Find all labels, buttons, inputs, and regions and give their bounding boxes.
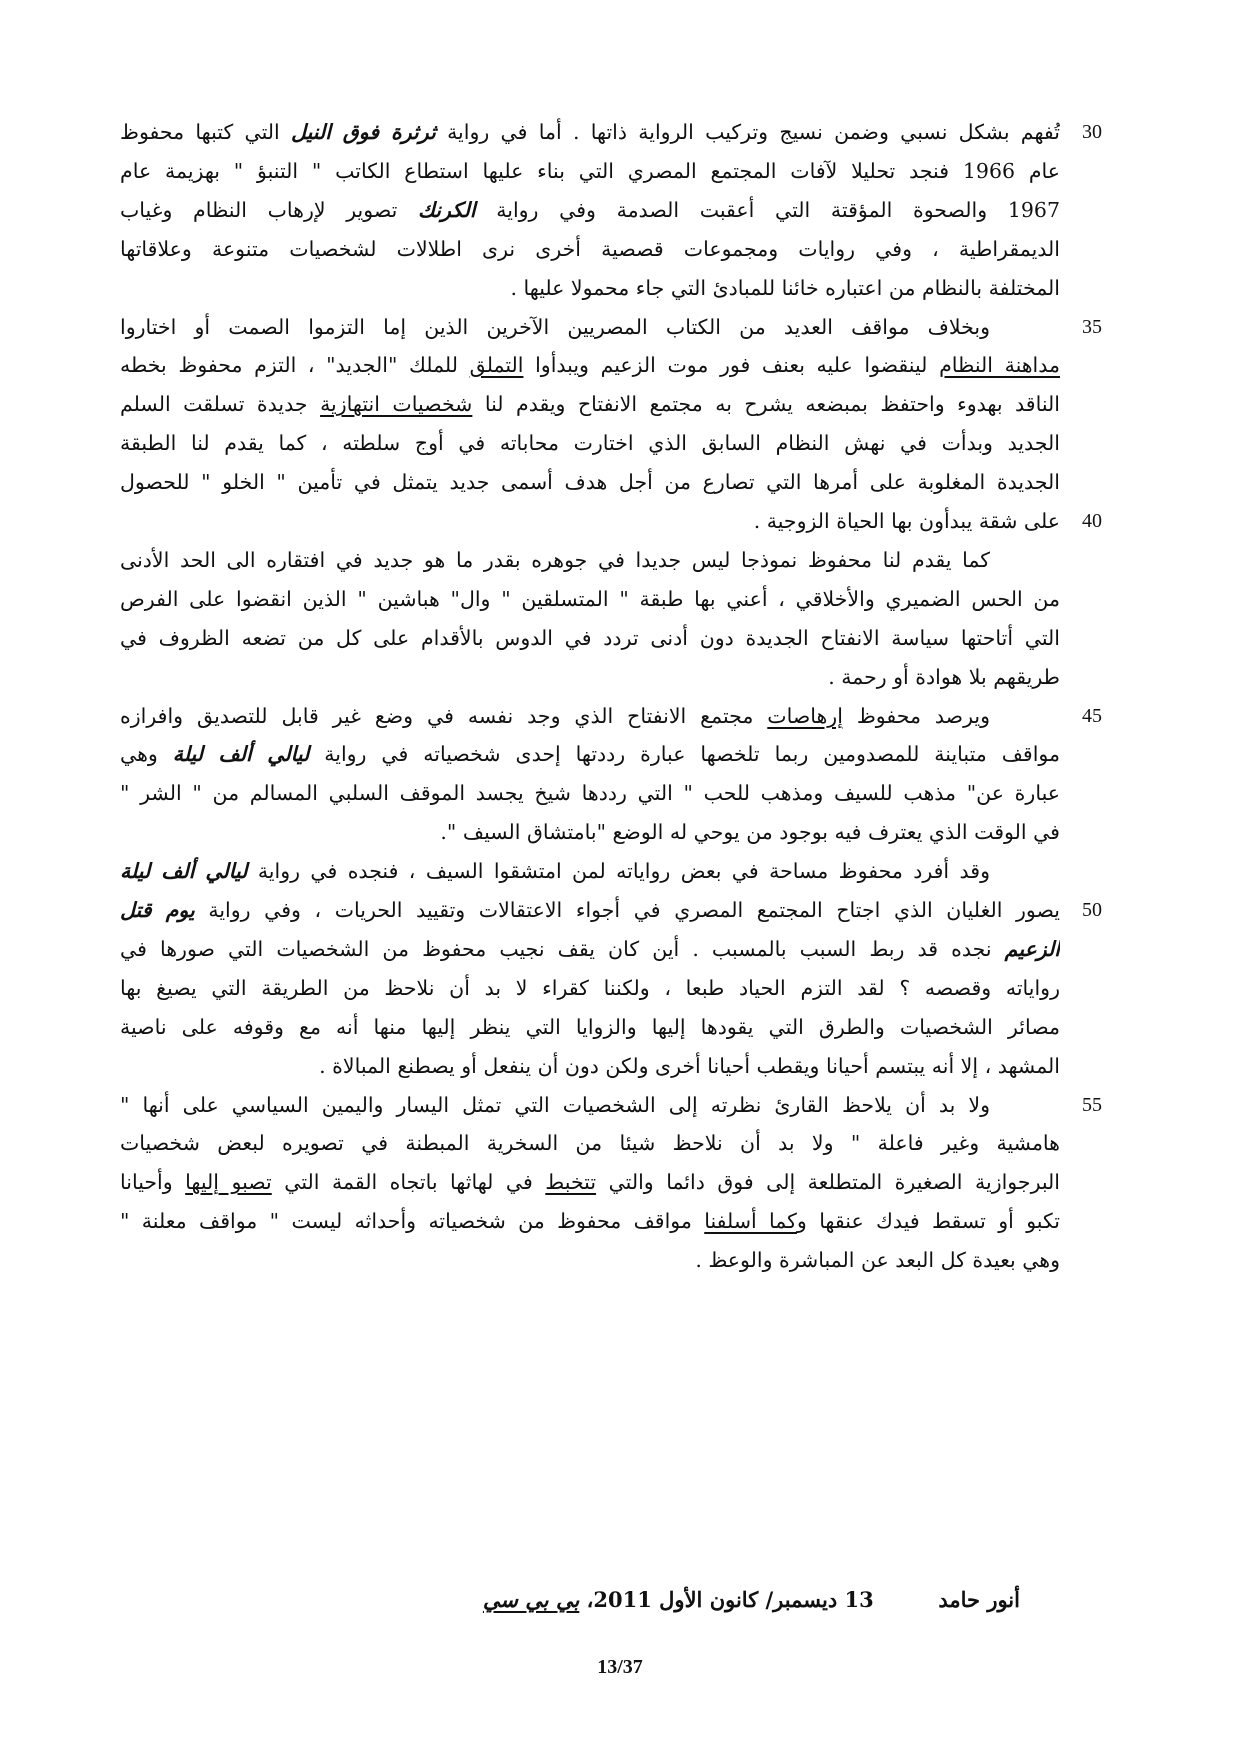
text-run: المختلفة بالنظام من اعتباره خائنا للمبادئ التي جاء محمولا عليها . — [510, 276, 1060, 300]
title-emphasis: ليالي ألف ليلة — [120, 859, 248, 883]
text-line — [120, 423, 1060, 463]
text-run: يصور الغليان الذي اجتاح المجتمع المصري في أجواء الاعتقالات وتقييد الحريات ، وفي رواية — [194, 898, 1060, 922]
title-emphasis: يوم قتل — [120, 898, 195, 922]
title-emphasis: الزعيم — [1004, 937, 1060, 961]
text-line — [120, 190, 1060, 230]
underlined-phrase: شخصيات انتهازية — [320, 392, 473, 416]
text-line — [120, 112, 1060, 152]
text-run: مواقف محفوظ من شخصياته وأحداثه ليست " مواقف معلنة " — [120, 1209, 705, 1233]
text-run: هامشية وغير فاعلة " ولا بد أن نلاحظ شيئا من السخرية المبطنة في تصويره لبعض شخصيات — [120, 1131, 1060, 1155]
text-line — [120, 812, 1060, 852]
text-run: مجتمع الانفتاح الذي وجد نفسه في وضع غير قابل للتصديق وافرازه — [120, 704, 768, 728]
line-number: 35 — [1082, 316, 1102, 338]
text-run: الديمقراطية ، وفي روايات ومجموعات قصصية أخرى نرى اطلالات لشخصيات متنوعة وعلاقاتها — [120, 237, 1060, 261]
text-run: الجديد وبدأت في نهش النظام السابق الذي اختارت محاباته في أوج سلطته ، كما يقدم لنا الطبقة — [120, 431, 1060, 455]
text-run: وهي بعيدة كل البعد عن المباشرة والوعظ . — [695, 1248, 1060, 1272]
underlined-phrase: تتخبط — [545, 1170, 597, 1194]
line-number: 55 — [1082, 1094, 1102, 1116]
text-run: في الوقت الذي يعترف فيه بوجود من يوحي له الوضع "بامتشاق السيف ". — [440, 820, 1060, 844]
text-line — [120, 618, 1060, 658]
signature-line — [120, 1580, 1020, 1620]
text-run: رواياته وقصصه ؟ لقد التزم الحياد طبعا ، ولكننا كقراء لا بد أن نلاحظ من الطريقة التي يصيغ بها — [120, 976, 1060, 1000]
text-run: من الحس الضميري والأخلاقي ، أعني بها طبقة " المتسلقين " وال" هباشين " الذين انقضوا على الفرص — [120, 587, 1060, 611]
text-line — [120, 1162, 1060, 1202]
page-number: 13/37 — [597, 1656, 643, 1678]
text-line — [120, 1007, 1060, 1047]
text-run: الناقد بهدوء واحتفظ بمبضعه يشرح به مجتمع الانفتاح ويقدم لنا — [472, 392, 1060, 416]
text-run: جديدة تسلقت السلم — [120, 392, 321, 416]
text-run: وهي — [120, 742, 173, 766]
text-run: في لهاثها باتجاه القمة التي — [271, 1170, 546, 1194]
text-run: تُفهم بشكل نسبي وضمن نسيج وتركيب الرواية ذاتها . أما في رواية — [435, 120, 1060, 144]
source-link[interactable]: بي بي سي — [482, 1587, 580, 1612]
text-run: عبارة عن" مذهب للسيف ومذهب للحب " التي رددها شيخ يجسد الموقف السلبي المسالم من " الشر " — [120, 781, 1060, 805]
text-line — [120, 773, 1060, 813]
text-line — [120, 1046, 1060, 1086]
text-run: المشهد ، إلا أنه يبتسم أحيانا ويقطب أحيانا أخرى ولكن دون أن ينفعل أو يصطنع المبالاة . — [319, 1054, 1060, 1078]
text-line — [120, 657, 1060, 697]
text-line — [120, 734, 1060, 774]
text-run: التي أتاحتها سياسة الانفتاح الجديدة دون أدنى تردد في الدوس بالأقدام على كل من تضعه الظروف في — [120, 626, 1060, 650]
text-line — [120, 579, 1060, 619]
text-run: الجديدة المغلوبة على أمرها التي تصارع من أجل هدف أسمى جديد يتمثل في تأمين " الخلو " للحصول — [120, 470, 1060, 494]
text-run: على شقة يبدأون بها الحياة الزوجية . — [753, 509, 1060, 533]
text-run: مواقف متباينة للمصدومين ربما تلخصها عبارة رددتها إحدى شخصياته في رواية — [309, 742, 1060, 766]
text-line — [120, 890, 1060, 930]
line-number: 50 — [1082, 899, 1102, 921]
title-emphasis: الكرنك — [418, 198, 476, 222]
text-line — [120, 696, 1060, 736]
text-line — [120, 151, 1060, 191]
text-run: كما يقدم لنا محفوظ نموذجا ليس جديدا في جوهره بقدر ما هو جديد في افتقاره الى الحد الأدنى — [120, 548, 990, 572]
underlined-phrase: كما أسلفنا — [704, 1209, 797, 1233]
text-run: ولا بد أن يلاحظ القارئ نظرته إلى الشخصيات التي تمثل اليسار واليمين السياسي على أنها " — [120, 1093, 990, 1117]
line-number: 40 — [1082, 510, 1102, 532]
text-line — [120, 345, 1060, 385]
text-run: تكبو أو تسقط فيدك عنقها و — [796, 1209, 1060, 1233]
text-run: عام 1966 فنجد تحليلا لآفات المجتمع المصري التي بناء عليها استطاع الكاتب " التنبؤ " بهزيمة عام — [120, 159, 1060, 183]
text-line — [120, 1240, 1060, 1280]
text-line — [120, 1085, 1060, 1125]
text-run: تصوير لإرهاب النظام وغياب — [120, 198, 418, 222]
title-emphasis: ثرثرة فوق النيل — [291, 120, 436, 144]
text-line — [120, 540, 1060, 580]
title-emphasis: ليالي ألف ليلة — [172, 742, 310, 766]
text-line — [120, 1201, 1060, 1241]
author-name: أنور حامد — [938, 1587, 1020, 1612]
text-line — [120, 268, 1060, 308]
text-line — [120, 307, 1060, 347]
underlined-phrase: تصبو إليها — [185, 1170, 272, 1194]
text-run: لينقضوا عليه بعنف فور موت الزعيم ويبدأوا — [523, 353, 940, 377]
text-run: مصائر الشخصيات والطرق التي يقودها إليها والزوايا التي ينظر إليها منها أنه مع وقوفه على ناصية — [120, 1015, 1060, 1039]
text-line — [120, 462, 1060, 502]
text-line — [120, 1123, 1060, 1163]
text-run: وأحيانا — [120, 1170, 186, 1194]
underlined-phrase: التملق — [469, 353, 524, 377]
text-run: ويرصد محفوظ — [842, 704, 991, 728]
underlined-phrase: مداهنة النظام — [939, 353, 1060, 377]
line-number: 30 — [1082, 121, 1102, 143]
text-run: نجده قد ربط السبب بالمسبب . أين كان يقف نجيب محفوظ من الشخصيات التي صورها في — [120, 937, 1005, 961]
text-run: للملك "الجديد" ، التزم محفوظ بخطه — [120, 353, 470, 377]
text-run: وقد أفرد محفوظ مساحة في بعض رواياته لمن امتشقوا السيف ، فنجده في رواية — [247, 859, 990, 883]
line-number: 45 — [1082, 705, 1102, 727]
text-line — [120, 851, 1060, 891]
text-run: 1967 والصحوة المؤقتة التي أعقبت الصدمة وفي رواية — [475, 198, 1060, 222]
text-line — [120, 384, 1060, 424]
text-run: وبخلاف مواقف العديد من الكتاب المصريين الآخرين الذين إما التزموا الصمت أو اختاروا — [120, 315, 990, 339]
text-line — [120, 229, 1060, 269]
text-run: البرجوازية الصغيرة المتطلعة إلى فوق دائما والتي — [596, 1170, 1060, 1194]
publication-date: 13 ديسمبر/ كانون الأول 2011، — [586, 1587, 874, 1612]
text-run: التي كتبها محفوظ — [120, 120, 292, 144]
underlined-phrase: إرهاصات — [767, 704, 843, 728]
text-line — [120, 929, 1060, 969]
text-line — [120, 501, 1060, 541]
text-run: طريقهم بلا هوادة أو رحمة . — [828, 665, 1060, 689]
text-line — [120, 968, 1060, 1008]
